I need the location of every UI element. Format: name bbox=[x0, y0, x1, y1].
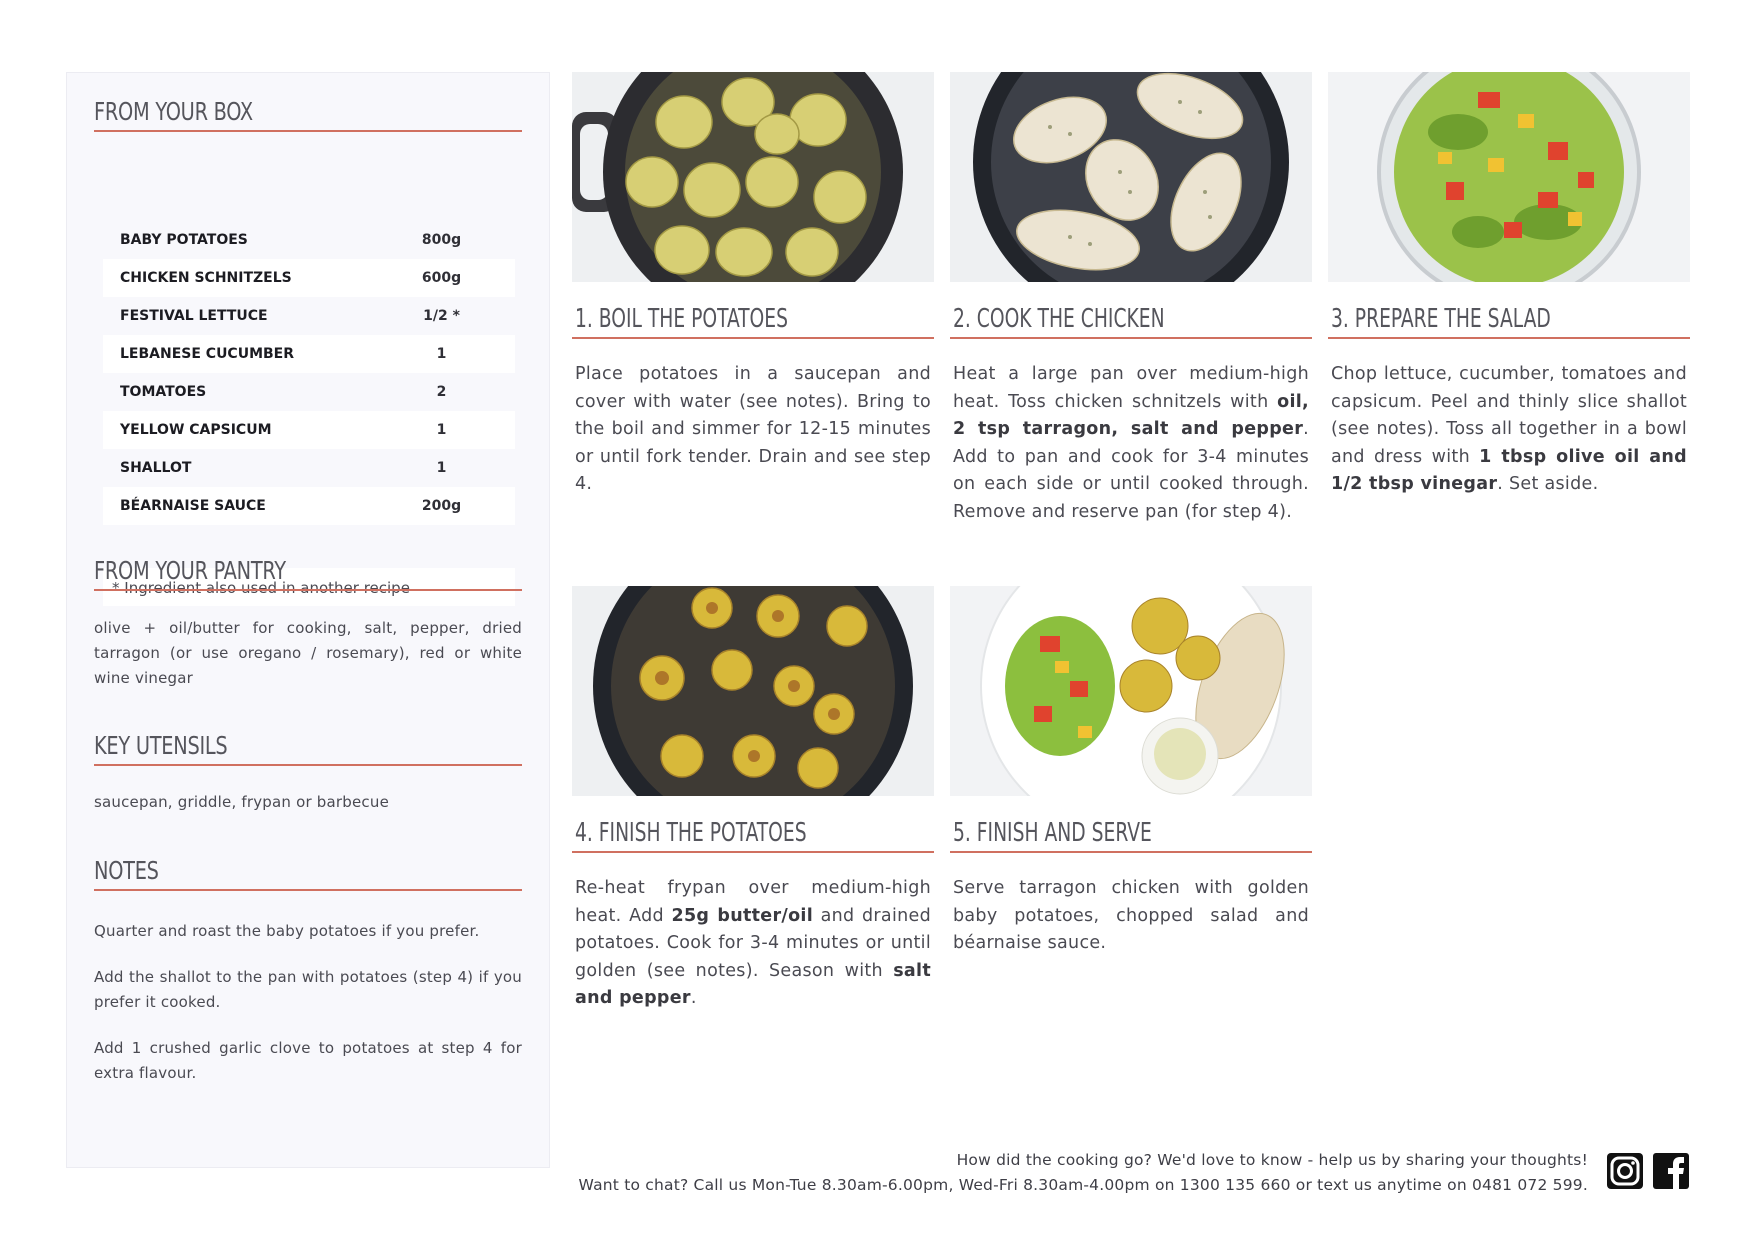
step-text-segment: . Set aside. bbox=[1497, 474, 1599, 494]
note-2: Add the shallot to the pan with potatoes (step 4) if you prefer it cooked. bbox=[94, 968, 522, 1011]
step-1-title: 1. BOIL THE POTATOES bbox=[572, 304, 934, 339]
contact-line: Want to chat? Call us Mon-Tue 8.30am-6.00pm, Wed-Fri 8.30am-4.00pm on 1300 135 660 or text us anytime on 0481 072 599. bbox=[578, 1176, 1588, 1194]
sidebar bbox=[66, 72, 550, 1168]
golden-potatoes-photo bbox=[572, 586, 934, 796]
footer-contact bbox=[579, 1148, 1588, 1198]
step-bold-text: oil, 2 tsp tarragon, salt and pepper bbox=[953, 391, 1309, 439]
ingredient-row bbox=[103, 411, 515, 449]
ingredient-name: FESTIVAL LETTUCE bbox=[120, 308, 268, 324]
note-1: Quarter and roast the baby potatoes if you prefer. bbox=[94, 922, 480, 940]
notes-heading: NOTES bbox=[94, 856, 522, 891]
from-your-box-heading: FROM YOUR BOX bbox=[94, 97, 522, 132]
step-3 bbox=[1328, 72, 1690, 499]
step-2-title: 2. COOK THE CHICKEN bbox=[950, 304, 1312, 339]
ingredient-name: BÉARNAISE SAUCE bbox=[120, 498, 266, 514]
step-bold-text: salt and pepper bbox=[575, 960, 931, 1008]
ingredients-table bbox=[103, 221, 515, 525]
ingredient-name: TOMATOES bbox=[120, 384, 207, 400]
step-4 bbox=[572, 586, 934, 1013]
from-your-pantry-heading: FROM YOUR PANTRY bbox=[94, 556, 522, 591]
ingredient-row bbox=[103, 221, 515, 259]
ingredient-name: SHALLOT bbox=[120, 460, 192, 476]
ingredient-footnote: * Ingredient also used in another recipe bbox=[103, 568, 515, 606]
step-text-segment: and drained potatoes. Cook for 3-4 minutes or until golden (see notes). Season with bbox=[575, 905, 931, 981]
key-utensils-heading: KEY UTENSILS bbox=[94, 731, 522, 766]
step-2 bbox=[950, 72, 1312, 526]
ingredient-row bbox=[103, 373, 515, 411]
ingredient-quantity: 2 bbox=[436, 384, 447, 400]
boiling-potatoes-photo bbox=[572, 72, 934, 282]
ingredient-row bbox=[103, 487, 515, 525]
ingredient-name: CHICKEN SCHNITZELS bbox=[120, 270, 292, 286]
feedback-line: How did the cooking go? We'd love to know - help us by sharing your thoughts! bbox=[956, 1151, 1588, 1169]
step-5 bbox=[950, 586, 1312, 958]
ingredient-quantity: 800g bbox=[421, 232, 462, 248]
step-text-segment: . bbox=[690, 988, 697, 1008]
step-1 bbox=[572, 72, 934, 499]
ingredient-row bbox=[103, 335, 515, 373]
instagram-icon[interactable] bbox=[1606, 1152, 1644, 1190]
ingredient-name: LEBANESE CUCUMBER bbox=[120, 346, 295, 362]
ingredient-quantity: 200g bbox=[421, 498, 462, 514]
ingredient-name: YELLOW CAPSICUM bbox=[120, 422, 272, 438]
step-bold-text: 25g butter/oil bbox=[671, 905, 814, 926]
step-3-title: 3. PREPARE THE SALAD bbox=[1328, 304, 1690, 339]
ingredient-quantity: 600g bbox=[421, 270, 462, 286]
step-2-text bbox=[950, 361, 1312, 526]
plated-dish-photo bbox=[950, 586, 1312, 796]
step-text-segment: Re-heat frypan over medium-high heat. Add bbox=[575, 878, 931, 926]
ingredient-name: BABY POTATOES bbox=[120, 232, 248, 248]
step-text-segment: . Add to pan and cook for 3-4 minutes on each side or until cooked through. Remove and reserve pan (for step 4). bbox=[953, 419, 1309, 522]
utensils-text: saucepan, griddle, frypan or barbecue bbox=[94, 793, 390, 811]
ingredient-row bbox=[103, 259, 515, 297]
step-5-title: 5. FINISH AND SERVE bbox=[950, 818, 1312, 853]
ingredient-quantity: 1 bbox=[436, 422, 447, 438]
step-4-text bbox=[572, 875, 934, 1013]
step-4-title: 4. FINISH THE POTATOES bbox=[572, 818, 934, 853]
ingredient-row bbox=[103, 297, 515, 335]
salad-bowl-photo bbox=[1328, 72, 1690, 282]
step-1-text bbox=[572, 361, 934, 499]
step-3-text bbox=[1328, 361, 1690, 499]
step-text-segment: Chop lettuce, cucumber, tomatoes and capsicum. Peel and thinly slice shallot (see notes). Toss all together in a bowl and dress with bbox=[1331, 364, 1687, 467]
ingredient-quantity: 1/2 * bbox=[423, 308, 460, 324]
note-3: Add 1 crushed garlic clove to potatoes at step 4 for extra flavour. bbox=[94, 1039, 522, 1082]
ingredient-quantity: 1 bbox=[436, 346, 447, 362]
cooking-chicken-photo bbox=[950, 72, 1312, 282]
step-5-text bbox=[950, 875, 1312, 958]
step-bold-text: 1 tbsp olive oil and 1/2 tbsp vinegar bbox=[1331, 446, 1687, 494]
ingredient-quantity: 1 bbox=[436, 460, 447, 476]
step-text-segment: Serve tarragon chicken with golden baby potatoes, chopped salad and béarnaise sauce. bbox=[953, 878, 1309, 953]
pantry-text: olive + oil/butter for cooking, salt, pepper, dried tarragon (or use oregano / rosemary), red or white wine vinegar bbox=[94, 619, 522, 687]
step-text-segment: Place potatoes in a saucepan and cover with water (see notes). Bring to the boil and simmer for 12-15 minutes or until fork tender. Drain and see step 4. bbox=[575, 364, 931, 494]
ingredient-row bbox=[103, 449, 515, 487]
step-text-segment: Heat a large pan over medium-high heat. Toss chicken schnitzels with bbox=[953, 364, 1309, 412]
facebook-icon[interactable] bbox=[1652, 1152, 1690, 1190]
